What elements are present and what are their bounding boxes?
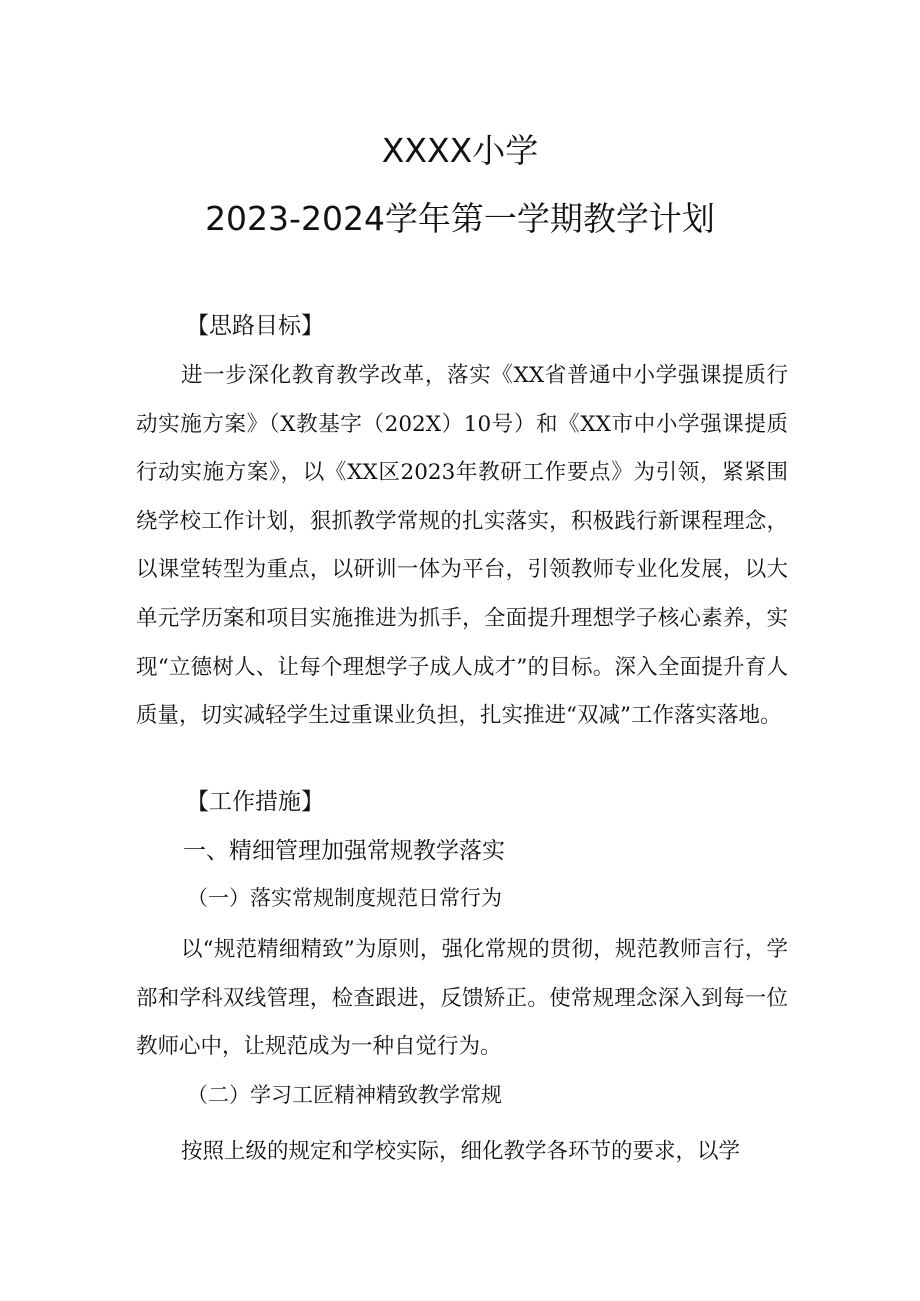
subsection-paragraph-1: 以“规范精细精致”为原则，强化常规的贯彻，规范教师言行，学部和学科双线管理，检查跟进，反馈矫正。使常规理念深入到每一位教师心中，让规范成为一种自觉行为。 xyxy=(136,937,788,1060)
subsection-heading-1: （一）落实常规制度规范日常行为 xyxy=(187,886,502,910)
section-heading-goals: 【思路目标】 xyxy=(186,313,324,339)
plan-title: 2023-2024学年第一学期教学计划 xyxy=(205,199,715,238)
part1-heading: 一、精细管理加强常规教学落实 xyxy=(183,838,505,864)
subsection-heading-2: （二）学习工匠精神精致教学常规 xyxy=(187,1083,502,1107)
goals-paragraph: 进一步深化教育教学改革，落实《XX省普通中小学强课提质行动实施方案》（X教基字（202X）10号）和《XX市中小学强课提质行动实施方案》，以《XX区2023年教研工作要点》为引领，紧紧围绕学校工作计划，狠抓教学常规的扎实落实，积极践行新课程理念，以课堂转型为重点，以研训一体为平台，引领教师专业化发展，以大单元学历案和项目实施推进为抓手，全面提升理想学子核心素养，实现“立德树人、让每个理想学子成人成才”的目标。深入全面提升育人质量，切实减轻学生过重课业负担，扎实推进“双减”工作落实落地。 xyxy=(136,363,788,729)
subsection-paragraph-2: 按照上级的规定和学校实际，细化教学各环节的要求，以学 xyxy=(181,1139,741,1164)
school-name-title: XXXX小学 xyxy=(381,131,539,170)
section-heading-measures: 【工作措施】 xyxy=(186,789,324,815)
